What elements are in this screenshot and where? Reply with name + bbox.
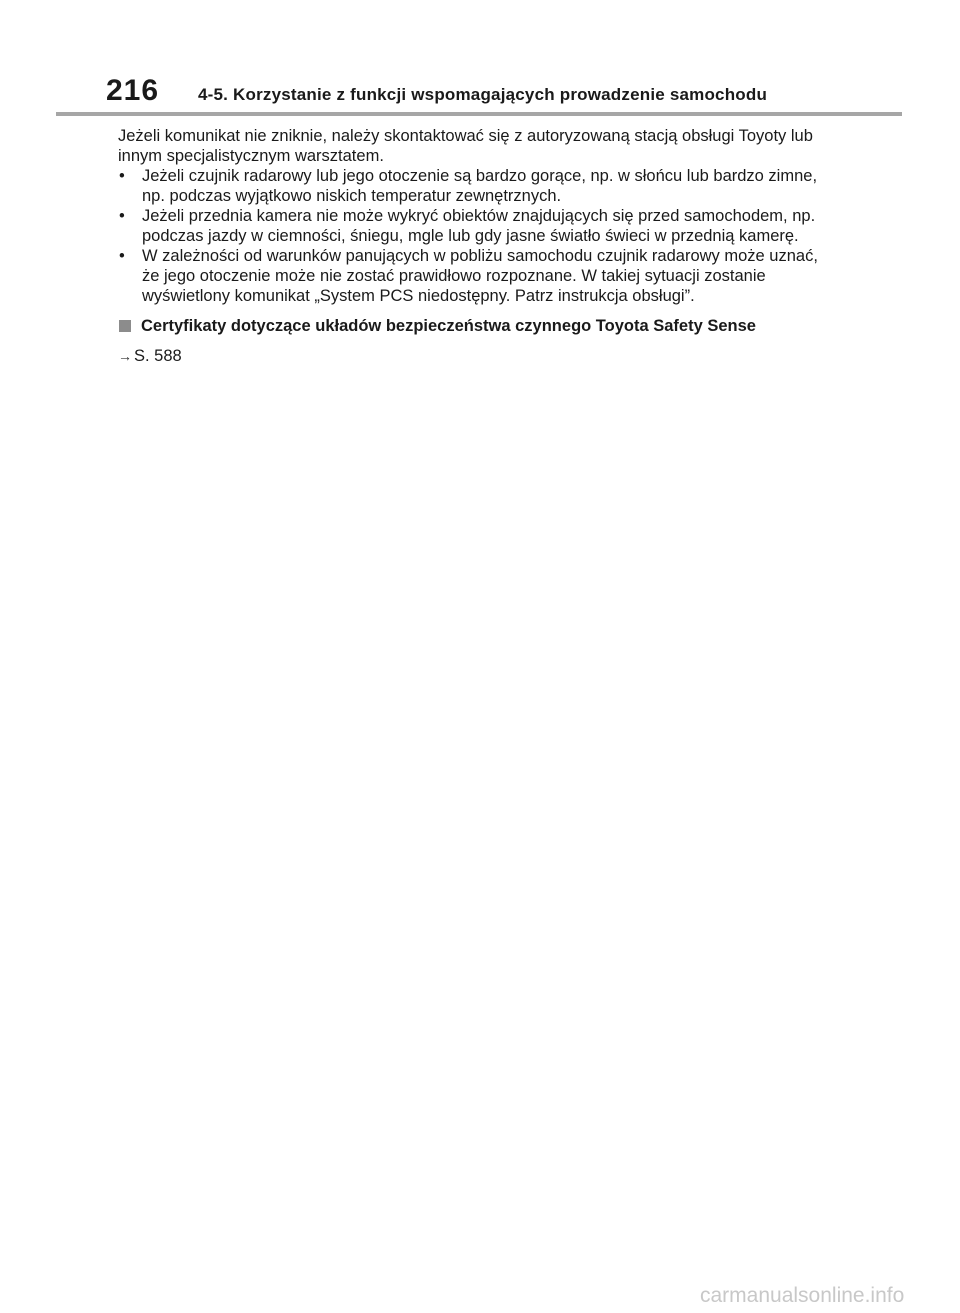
section-title: 4-5. Korzystanie z funkcji wspomagających prowadzenie samochodu bbox=[198, 85, 768, 104]
bullet-icon: • bbox=[119, 247, 125, 265]
square-icon bbox=[119, 320, 131, 332]
list-item-text: Jeżeli przednia kamera nie może wykryć obiektów znajdujących się przed samochodem, np. podczas jazdy w ciemności, śniegu, mgle lub gdy jasne światło świeci w przednią kamerę. bbox=[142, 207, 816, 245]
page-reference-text: S. 588 bbox=[134, 347, 182, 365]
arrow-right-icon: → bbox=[118, 348, 132, 364]
page-content bbox=[118, 126, 818, 366]
subheading-text: Certyfikaty dotyczące układów bezpieczeństwa czynnego Toyota Safety Sense bbox=[141, 317, 756, 335]
watermark: carmanualsonline.info bbox=[700, 1284, 905, 1307]
page-header bbox=[0, 0, 960, 120]
section-subheading bbox=[118, 316, 818, 336]
bullet-icon: • bbox=[119, 167, 125, 185]
list-item-text: W zależności od warunków panujących w pobliżu samochodu czujnik radarowy może uznać, że jego otoczenie może nie zostać prawidłowo rozpoznane. W takiej sytuacji zostanie wyświetlony komunikat „System PCS niedostępny. Patrz instrukcja obsługi”. bbox=[142, 247, 818, 305]
list-item bbox=[118, 166, 818, 206]
list-item bbox=[118, 206, 818, 246]
list-item-text: Jeżeli czujnik radarowy lub jego otoczenie są bardzo gorące, np. w słońcu lub bardzo zimne, np. podczas wyjątkowo niskich temperatur zewnętrznych. bbox=[142, 167, 818, 205]
page-number: 216 bbox=[106, 74, 160, 107]
intro-paragraph: Jeżeli komunikat nie zniknie, należy skontaktować się z autoryzowaną stacją obsługi Toyoty lub innym specjalistycznym warsztatem. bbox=[118, 127, 813, 165]
bullet-icon: • bbox=[119, 207, 125, 225]
condition-list bbox=[118, 166, 818, 306]
header-divider bbox=[56, 112, 902, 116]
page-reference bbox=[118, 346, 818, 366]
list-item bbox=[118, 246, 818, 306]
